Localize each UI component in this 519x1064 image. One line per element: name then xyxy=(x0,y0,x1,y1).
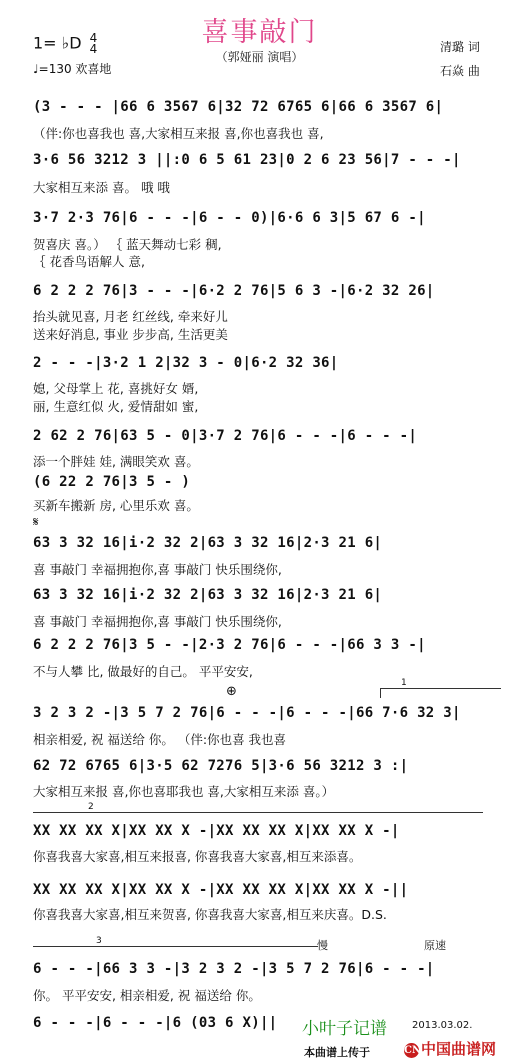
lyric-line: 你喜我喜大家喜,相互来贺喜, 你喜我喜大家喜,相互来庆喜。D.S. xyxy=(33,907,387,922)
time-bottom: 4 xyxy=(89,42,98,56)
lyric-line: 添一个胖娃 娃, 满眼笑欢 喜。 xyxy=(33,454,199,469)
composer-credit: 石焱 曲 xyxy=(440,64,480,78)
notation-line: 3 2 3 2 -|3 5 7 2 76|6 - - -|6 - - -|66 7·6 32 3| xyxy=(33,705,461,721)
upload-note: 本曲谱上传于 xyxy=(304,1046,370,1059)
lyric-line: 贺喜庆 喜。） ｛ 蓝天舞动七彩 稠, xyxy=(33,237,222,252)
slow-marking: 慢 xyxy=(317,939,328,952)
notation-line: (6 22 2 76|3 5 - ) xyxy=(33,474,191,490)
song-title: 喜事敲门 xyxy=(201,17,318,48)
lyric-line: 大家相互来报 喜,你也喜耶我也 喜,大家相互来添 喜。） xyxy=(33,784,335,799)
coda-sign: ⊕ xyxy=(226,684,237,699)
time-top: 4 xyxy=(89,31,98,45)
lyric-line: 你。 平平安安, 相亲相爱, 祝 福送给 你。 xyxy=(33,988,261,1003)
notation-line: 3·7 2·3 76|6 - - -|6 - - 0)|6·6 6 3|5 67 6 -| xyxy=(33,210,426,226)
lyric-line: ｛ 花香鸟语解人 意, xyxy=(33,254,145,269)
tempo-marking: ♩=130 欢喜地 xyxy=(33,62,112,76)
lyric-line: （伴:你也喜我也 喜,大家相互来报 喜,你也喜我也 喜, xyxy=(33,126,324,141)
notation-line: 62 72 6765 6|3·5 62 7276 5|3·6 56 3212 3 :| xyxy=(33,758,409,774)
lyric-line: 丽, 生意红似 火, 爱情甜如 蜜, xyxy=(33,399,199,414)
notation-line: 6 2 2 2 76|3 - - -|6·2 2 76|5 6 3 -|6·2 32 26| xyxy=(33,283,435,299)
lyric-line: 相亲相爱, 祝 福送给 你。 （伴:你也喜 我也喜 xyxy=(33,732,287,747)
notation-line: 63 3 32 16|i·2 32 2|63 3 32 16|2·3 21 6| xyxy=(33,535,383,551)
lyric-line: 喜 事敲门 幸福拥抱你,喜 事敲门 快乐围绕你, xyxy=(33,562,282,577)
notation-line: 6 - - -|66 3 3 -|3 2 3 2 -|3 5 7 2 76|6 - - -| xyxy=(33,961,435,977)
notation-line: 6 - - -|6 - - -|6 (03 6 X)|| xyxy=(33,1015,278,1031)
lyric-line: 不与人攀 比, 做最好的自己。 平平安安, xyxy=(33,664,253,679)
lyricist-credit: 清璐 词 xyxy=(440,40,480,54)
notation-line: 2 62 2 76|63 5 - 0|3·7 2 76|6 - - -|6 - - -| xyxy=(33,428,418,444)
ending-number: 2 xyxy=(88,802,94,812)
notation-line: 3·6 56 3212 3 ||:0 6 5 61 23|0 2 6 23 56|7 - - -| xyxy=(33,152,461,168)
segno-sign: 𝄋 xyxy=(33,515,39,530)
lyric-line: 你喜我喜大家喜,相互来报喜, 你喜我喜大家喜,相互来添喜。 xyxy=(33,849,362,864)
notation-line: XX XX XX X|XX XX X -|XX XX XX X|XX XX X -|| xyxy=(33,882,409,898)
lyric-line: 大家相互来添 喜。 哦 哦 xyxy=(33,180,170,195)
notation-line: 2 - - -|3·2 1 2|32 3 - 0|6·2 32 36| xyxy=(33,355,339,371)
transcriber-signature: 小叶子记谱 xyxy=(302,1019,387,1039)
notation-line: 6 2 2 2 76|3 5 - -|2·3 2 76|6 - - -|66 3 3 -| xyxy=(33,637,426,653)
lyric-line: 买新车搬新 房, 心里乐欢 喜。 xyxy=(33,498,199,513)
site-badge-icon: CN xyxy=(404,1044,422,1056)
site-name: 中国曲谱网 xyxy=(421,1040,497,1058)
lyric-line: 抬头就见喜, 月老 红丝线, 牵来好儿 xyxy=(33,309,228,324)
singer-credit: （郭娅丽 演唱） xyxy=(215,50,304,64)
lyric-line: 喜 事敲门 幸福拥抱你,喜 事敲门 快乐围绕你, xyxy=(33,614,282,629)
key-signature xyxy=(33,33,97,55)
third-ending-bracket xyxy=(33,936,318,956)
second-ending-bracket xyxy=(33,802,483,822)
transcription-date: 2013.03.02. xyxy=(412,1020,473,1031)
key-label: 1= ♭D xyxy=(33,33,82,53)
original-tempo-marking: 原速 xyxy=(424,939,446,952)
notation-line: 63 3 32 16|i·2 32 2|63 3 32 16|2·3 21 6| xyxy=(33,587,383,603)
ending-number: 1 xyxy=(401,678,407,688)
notation-line: (3 - - - |66 6 3567 6|32 72 6765 6|66 6 3567 6| xyxy=(33,99,444,115)
time-signature xyxy=(90,33,98,55)
site-logo[interactable] xyxy=(404,1038,496,1059)
notation-line: XX XX XX X|XX XX X -|XX XX XX X|XX XX X -| xyxy=(33,823,400,839)
ending-number: 3 xyxy=(96,936,102,946)
lyric-line: 媳, 父母掌上 花, 喜挑好女 婿, xyxy=(33,381,199,396)
first-ending-bracket xyxy=(380,678,501,698)
lyric-line: 送来好消息, 事业 步步高, 生活更美 xyxy=(33,327,228,342)
